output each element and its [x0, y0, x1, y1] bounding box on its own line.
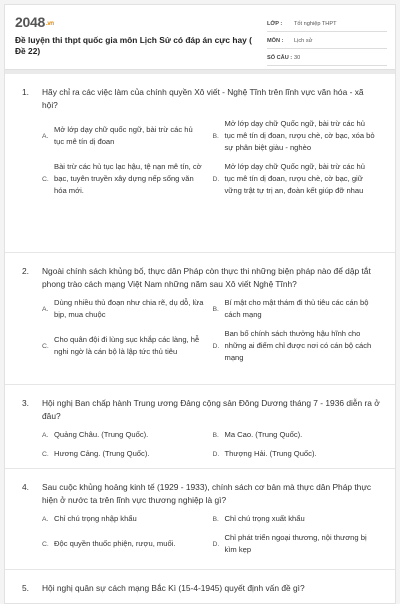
answer-option-b[interactable] [213, 118, 384, 161]
question-number: 1. [22, 87, 29, 97]
question-number: 3. [22, 398, 29, 408]
answer-text: Độc quyền thuốc phiện, rượu, muối. [54, 539, 176, 548]
answer-option-c[interactable] [42, 448, 213, 467]
answer-option-d[interactable] [213, 448, 384, 467]
answer-list [5, 513, 395, 563]
answer-text: Bài trừ các hủ tục lạc hậu, tệ nạn mê tín, cờ bạc, tuyên truyền xây dựng nếp sống văn hóa mới. [54, 162, 202, 195]
question-item [5, 253, 395, 385]
answer-option-d[interactable] [213, 328, 384, 371]
answer-text: Mở lớp dạy chữ Quốc ngữ, bài trừ các hủ tục mê tín dị đoan, rượu chè, cờ bạc, giữ vững trật tự trị an, đoàn kết giúp đỡ nhau [224, 162, 365, 195]
exam-title: Đề luyện thi thpt quốc gia môn Lịch Sử có đáp án cực hay ( Đề 22) [15, 35, 252, 56]
answer-option-b[interactable] [213, 297, 384, 328]
question-text: Hội nghị Ban chấp hành Trung ương Đảng cộng sản Đông Dương tháng 7 - 1936 diễn ra ở đâu? [42, 398, 380, 421]
answer-letter: C. [42, 342, 49, 350]
meta-label: LỚP : [267, 21, 283, 27]
answer-option-a[interactable] [42, 297, 213, 328]
answer-text: Quảng Châu. (Trung Quốc). [54, 430, 149, 439]
answer-text: Dùng nhiều thủ đoạn như chia rẽ, dụ dỗ, lừa bịp, mua chuộc [54, 298, 204, 319]
answer-letter: C. [42, 540, 49, 548]
exam-meta [267, 17, 387, 66]
meta-grade [267, 17, 387, 32]
answer-letter: B. [212, 515, 219, 523]
question-number: 2. [22, 266, 29, 276]
question-item [5, 570, 395, 604]
answer-letter: C. [42, 175, 49, 183]
meta-value: Tốt nghiệp THPT [294, 21, 337, 27]
question-item [5, 74, 395, 253]
answer-text: Thượng Hải. (Trung Quốc). [224, 449, 317, 458]
answer-text: Hương Cảng. (Trung Quốc). [54, 449, 150, 458]
meta-question-count [267, 51, 387, 66]
answer-letter: C. [42, 450, 49, 458]
answer-option-c[interactable] [42, 161, 213, 204]
answer-option-b[interactable] [213, 429, 384, 448]
answer-option-c[interactable] [42, 532, 213, 563]
answer-letter: B. [212, 132, 219, 140]
answer-text: Cho quân đội đi lùng sục khắp các làng, hễ nghi ngờ là cán bộ là lập tức thủ tiêu [54, 335, 200, 356]
question-text: Sau cuộc khủng hoảng kinh tế (1929 - 1933), chính sách cơ bản mà thực dân Pháp thực hiện ở nước ta trên lĩnh vực thương nghiệp là gì? [42, 482, 372, 505]
answer-text: Mở lớp dạy chữ quốc ngữ, bài trừ các hủ tục mê tín dị đoan [54, 125, 193, 146]
answer-option-a[interactable] [42, 118, 213, 161]
answer-letter: B. [212, 305, 219, 313]
meta-label: SỐ CÂU : [267, 55, 293, 61]
question-number: 5. [22, 583, 29, 593]
meta-value: 30 [294, 55, 301, 61]
answer-text: Ban bố chính sách thưởng hậu hĩnh cho những ai điểm chỉ được nơi có cán bộ cách mạng [224, 329, 372, 362]
logo-text: 2048 [15, 14, 45, 30]
answer-text: Bí mật cho mật thám đi thủ tiêu các cán bộ cách mạng [224, 298, 369, 319]
answer-text: Chỉ chú trọng nhập khẩu [54, 514, 137, 523]
answer-option-a[interactable] [42, 429, 213, 448]
answer-option-d[interactable] [213, 532, 384, 563]
answer-list [5, 429, 395, 467]
question-text: Hội nghị quân sự cách mạng Bắc Kì (15-4-1945) quyết định vấn đề gì? [42, 583, 305, 593]
question-text: Hãy chỉ ra các việc làm của chính quyền Xô viết - Nghệ Tĩnh trên lĩnh vực văn hóa - xã hội? [42, 87, 364, 110]
answer-text: Chỉ chú trọng xuất khẩu [224, 514, 305, 523]
answer-text: Mở lớp dạy chữ Quốc ngữ, bài trừ các hủ tục mê tín dị đoan, rượu chè, cờ bạc, xóa bỏ sự phân biệt giàu - nghèo [224, 119, 375, 152]
answer-letter: A. [42, 132, 49, 140]
answer-option-d[interactable] [213, 161, 384, 204]
exam-header [5, 5, 395, 69]
logo-tld: .vn [45, 21, 54, 27]
answer-list [5, 118, 395, 204]
answer-letter: B. [212, 431, 219, 439]
meta-subject [267, 34, 387, 49]
answer-letter: A. [42, 431, 49, 439]
question-item [5, 469, 395, 570]
question-text: Ngoài chính sách khủng bố, thực dân Pháp còn thực thi những biện pháp nào để dập tắt phong trào cách mạng Việt Nam những năm sau Xô viết Nghệ Tĩnh? [42, 266, 371, 289]
answer-option-a[interactable] [42, 513, 213, 532]
question-number: 4. [22, 482, 29, 492]
answer-text: Chỉ phát triển ngoại thương, nội thương bị kìm kẹp [224, 533, 367, 554]
answer-option-b[interactable] [213, 513, 384, 532]
question-item [5, 385, 395, 469]
answer-letter: D. [212, 540, 220, 548]
answer-letter: D. [212, 342, 220, 350]
answer-option-c[interactable] [42, 328, 213, 371]
answer-letter: D. [212, 175, 220, 183]
exam-page [4, 4, 396, 604]
answer-letter: A. [42, 305, 49, 313]
answer-letter: A. [42, 515, 49, 523]
meta-label: MÔN : [267, 38, 284, 44]
meta-value: Lịch sử [294, 38, 313, 44]
answer-letter: D. [212, 450, 220, 458]
answer-list [5, 297, 395, 371]
answer-text: Ma Cao. (Trung Quốc). [224, 430, 303, 439]
